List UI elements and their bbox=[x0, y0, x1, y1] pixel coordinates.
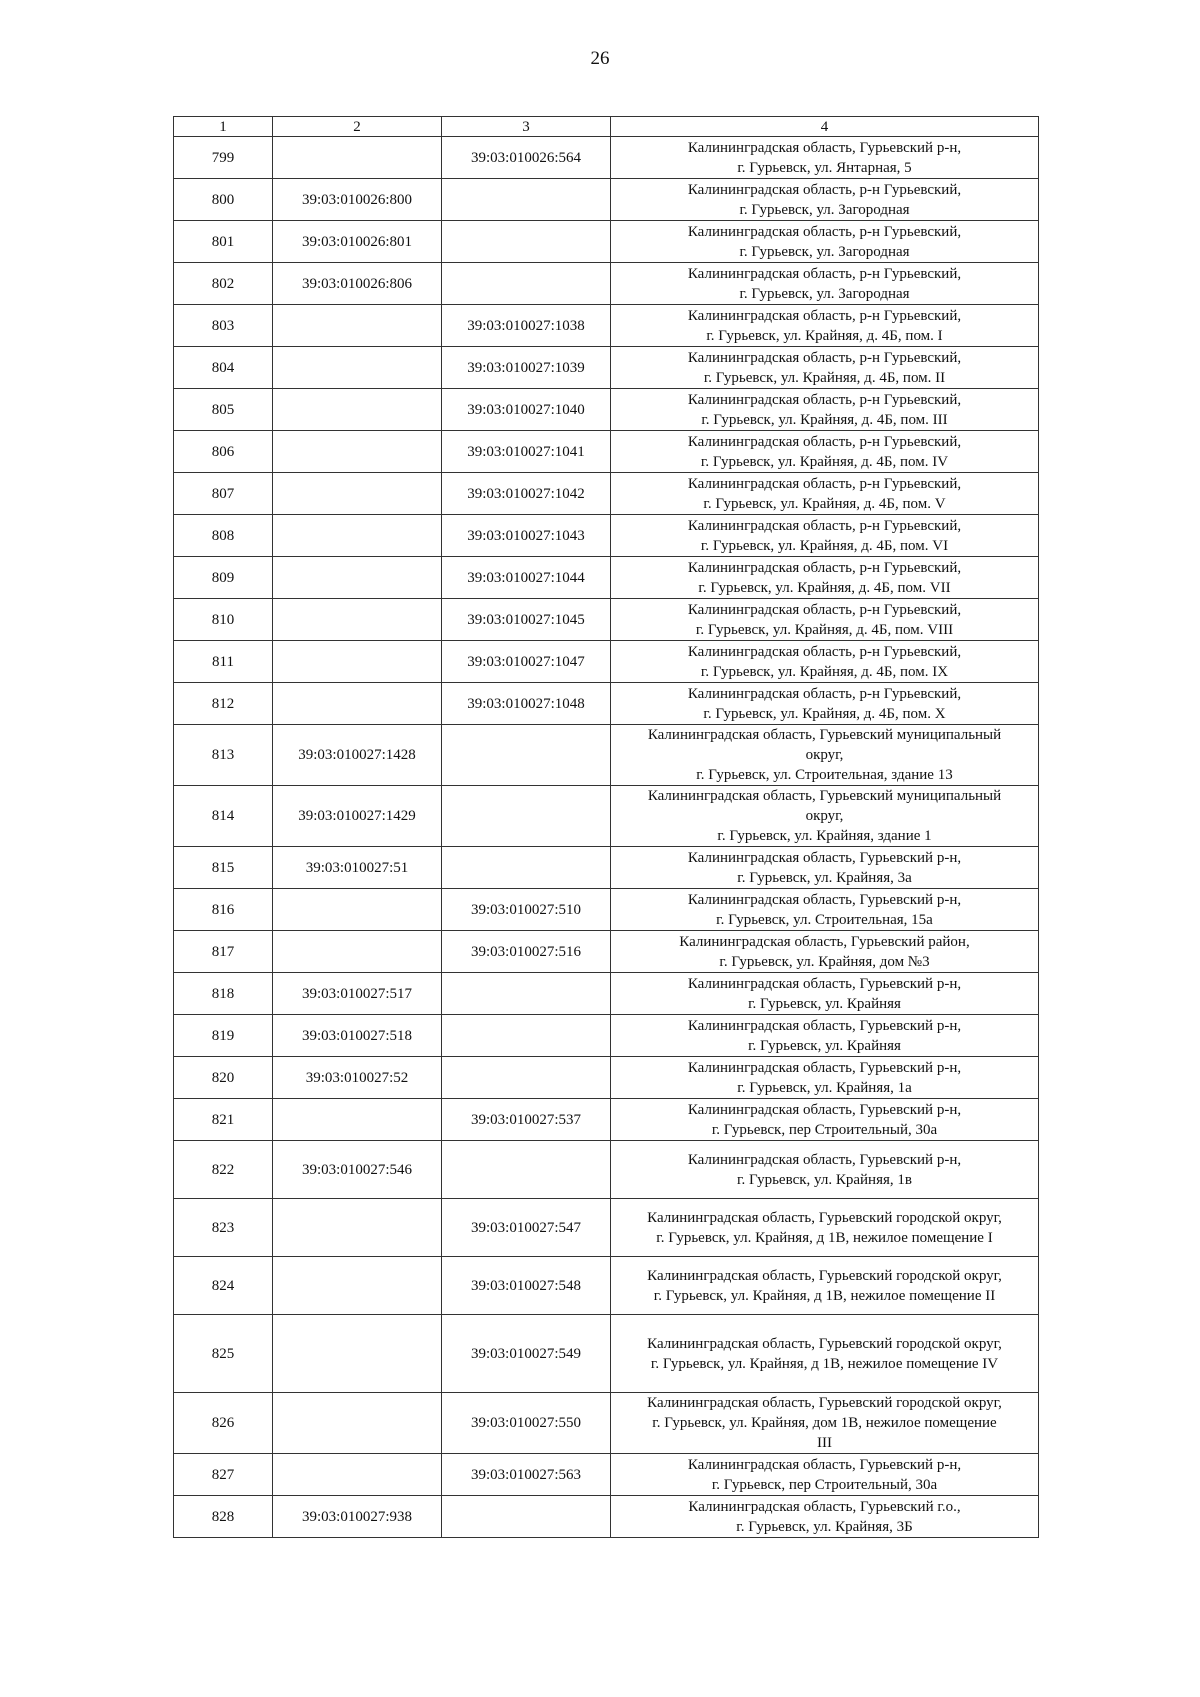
table-row bbox=[174, 1454, 1039, 1496]
registry-table bbox=[173, 116, 1039, 1538]
table-row bbox=[174, 973, 1039, 1015]
table-row bbox=[174, 1057, 1039, 1099]
address-line: г. Гурьевск, ул. Строительная, 15а bbox=[716, 911, 933, 928]
row-number-cell: 828 bbox=[174, 1496, 273, 1538]
cadastral-number-cell-col2: 39:03:010027:517 bbox=[273, 973, 442, 1015]
address-cell bbox=[611, 931, 1039, 973]
table-row bbox=[174, 221, 1039, 263]
address-cell bbox=[611, 599, 1039, 641]
address-line: Калининградская область, р-н Гурьевский, bbox=[687, 559, 962, 576]
cadastral-number-cell-col2: 39:03:010027:546 bbox=[273, 1141, 442, 1199]
row-number-cell: 809 bbox=[174, 557, 273, 599]
table-row bbox=[174, 389, 1039, 431]
address-line: Калининградская область, Гурьевский р-н, bbox=[687, 849, 962, 866]
table-row bbox=[174, 889, 1039, 931]
address-line: г. Гурьевск, ул. Строительная, здание 13 bbox=[696, 767, 953, 783]
cadastral-number-cell-col2 bbox=[273, 347, 442, 389]
address-cell bbox=[611, 1454, 1039, 1496]
row-number-cell: 823 bbox=[174, 1199, 273, 1257]
address-line: Калининградская область, р-н Гурьевский, bbox=[687, 643, 962, 660]
table-row bbox=[174, 1393, 1039, 1454]
table-body bbox=[174, 137, 1039, 1538]
row-number-cell: 815 bbox=[174, 847, 273, 889]
cadastral-number-cell-col3: 39:03:010027:1041 bbox=[442, 431, 611, 473]
cadastral-number-cell-col3 bbox=[442, 786, 611, 847]
address-line: г. Гурьевск, ул. Крайняя, 1а bbox=[737, 1079, 912, 1096]
address-line: г. Гурьевск, ул. Крайняя, здание 1 bbox=[717, 828, 932, 844]
table-row bbox=[174, 1257, 1039, 1315]
address-line: г. Гурьевск, ул. Крайняя, д. 4Б, пом. X bbox=[703, 705, 946, 722]
address-cell bbox=[611, 1315, 1039, 1393]
address-cell bbox=[611, 221, 1039, 263]
address-cell bbox=[611, 515, 1039, 557]
address-cell bbox=[611, 889, 1039, 931]
cadastral-number-cell-col2 bbox=[273, 473, 442, 515]
row-number-cell: 819 bbox=[174, 1015, 273, 1057]
table-row bbox=[174, 1199, 1039, 1257]
table-row bbox=[174, 786, 1039, 847]
table-row bbox=[174, 137, 1039, 179]
address-line: Калининградская область, Гурьевский городской округ, bbox=[647, 1209, 1002, 1226]
address-line: г. Гурьевск, ул. Загородная bbox=[739, 285, 910, 302]
address-cell bbox=[611, 1099, 1039, 1141]
row-number-cell: 820 bbox=[174, 1057, 273, 1099]
cadastral-number-cell-col2 bbox=[273, 889, 442, 931]
address-cell bbox=[611, 1199, 1039, 1257]
row-number-cell: 799 bbox=[174, 137, 273, 179]
cadastral-number-cell-col3: 39:03:010027:1048 bbox=[442, 683, 611, 725]
address-cell bbox=[611, 786, 1039, 847]
cadastral-number-cell-col3: 39:03:010027:537 bbox=[442, 1099, 611, 1141]
address-line: г. Гурьевск, ул. Крайняя, д. 4Б, пом. VIII bbox=[695, 621, 954, 638]
table-row bbox=[174, 847, 1039, 889]
cadastral-number-cell-col2: 39:03:010026:801 bbox=[273, 221, 442, 263]
cadastral-number-cell-col2 bbox=[273, 137, 442, 179]
cadastral-number-cell-col3: 39:03:010027:550 bbox=[442, 1393, 611, 1454]
address-cell bbox=[611, 1393, 1039, 1454]
address-line: г. Гурьевск, ул. Крайняя, 3а bbox=[737, 869, 912, 886]
cadastral-number-cell-col3: 39:03:010027:1040 bbox=[442, 389, 611, 431]
address-cell bbox=[611, 137, 1039, 179]
address-line: Калининградская область, Гурьевский р-н, bbox=[687, 1059, 962, 1076]
header-col-2: 2 bbox=[273, 117, 442, 137]
cadastral-number-cell-col2 bbox=[273, 683, 442, 725]
cadastral-number-cell-col2 bbox=[273, 557, 442, 599]
row-number-cell: 802 bbox=[174, 263, 273, 305]
address-cell bbox=[611, 641, 1039, 683]
cadastral-number-cell-col2 bbox=[273, 389, 442, 431]
address-cell bbox=[611, 1015, 1039, 1057]
cadastral-number-cell-col3: 39:03:010027:547 bbox=[442, 1199, 611, 1257]
row-number-cell: 801 bbox=[174, 221, 273, 263]
cadastral-number-cell-col2: 39:03:010027:518 bbox=[273, 1015, 442, 1057]
table-row bbox=[174, 725, 1039, 786]
address-line: г. Гурьевск, ул. Крайняя, дом 1В, нежилое помещение bbox=[652, 1415, 997, 1431]
cadastral-number-cell-col3: 39:03:010026:564 bbox=[442, 137, 611, 179]
cadastral-number-cell-col3: 39:03:010027:1044 bbox=[442, 557, 611, 599]
address-cell bbox=[611, 389, 1039, 431]
table-row bbox=[174, 431, 1039, 473]
header-col-4: 4 bbox=[611, 117, 1039, 137]
cadastral-number-cell-col2: 39:03:010027:1428 bbox=[273, 725, 442, 786]
cadastral-number-cell-col2: 39:03:010026:800 bbox=[273, 179, 442, 221]
row-number-cell: 810 bbox=[174, 599, 273, 641]
address-line: Калининградская область, Гурьевский р-н, bbox=[687, 891, 962, 908]
cadastral-number-cell-col3 bbox=[442, 1496, 611, 1538]
address-line: г. Гурьевск, ул. Янтарная, 5 bbox=[737, 159, 912, 176]
address-line: Калининградская область, р-н Гурьевский, bbox=[687, 601, 962, 618]
cadastral-number-cell-col3: 39:03:010027:549 bbox=[442, 1315, 611, 1393]
cadastral-number-cell-col3 bbox=[442, 221, 611, 263]
address-line: г. Гурьевск, ул. Крайняя, д. 4Б, пом. IX bbox=[700, 663, 949, 680]
table-row bbox=[174, 599, 1039, 641]
table-row bbox=[174, 1315, 1039, 1393]
address-line: Калининградская область, р-н Гурьевский, bbox=[687, 223, 962, 240]
address-cell bbox=[611, 431, 1039, 473]
address-cell bbox=[611, 305, 1039, 347]
address-line: Калининградская область, р-н Гурьевский, bbox=[687, 307, 962, 324]
cadastral-number-cell-col2 bbox=[273, 1257, 442, 1315]
address-line: г. Гурьевск, ул. Крайняя, д 1В, нежилое помещение II bbox=[653, 1287, 996, 1304]
cadastral-number-cell-col3: 39:03:010027:516 bbox=[442, 931, 611, 973]
cadastral-number-cell-col2 bbox=[273, 1393, 442, 1454]
address-line: Калининградская область, Гурьевский р-н, bbox=[687, 139, 962, 156]
address-line: Калининградская область, Гурьевский р-н, bbox=[687, 975, 962, 992]
table-row bbox=[174, 347, 1039, 389]
address-cell bbox=[611, 725, 1039, 786]
address-cell bbox=[611, 179, 1039, 221]
address-cell bbox=[611, 847, 1039, 889]
cadastral-number-cell-col3: 39:03:010027:548 bbox=[442, 1257, 611, 1315]
cadastral-number-cell-col2 bbox=[273, 641, 442, 683]
table-row bbox=[174, 1141, 1039, 1199]
address-line: Калининградская область, р-н Гурьевский, bbox=[687, 685, 962, 702]
cadastral-number-cell-col2 bbox=[273, 431, 442, 473]
row-number-cell: 813 bbox=[174, 725, 273, 786]
address-line: Калининградская область, Гурьевский р-н, bbox=[687, 1151, 962, 1168]
address-cell bbox=[611, 683, 1039, 725]
table-row bbox=[174, 557, 1039, 599]
address-line: г. Гурьевск, ул. Крайняя, дом №3 bbox=[719, 953, 930, 970]
address-cell bbox=[611, 473, 1039, 515]
row-number-cell: 808 bbox=[174, 515, 273, 557]
address-line: г. Гурьевск, ул. Крайняя, д. 4Б, пом. VI bbox=[700, 537, 949, 554]
row-number-cell: 811 bbox=[174, 641, 273, 683]
row-number-cell: 816 bbox=[174, 889, 273, 931]
address-line: г. Гурьевск, пер Строительный, 30а bbox=[711, 1476, 938, 1493]
row-number-cell: 812 bbox=[174, 683, 273, 725]
cadastral-number-cell-col2 bbox=[273, 931, 442, 973]
cadastral-number-cell-col3 bbox=[442, 263, 611, 305]
address-cell bbox=[611, 973, 1039, 1015]
cadastral-number-cell-col2 bbox=[273, 1454, 442, 1496]
cadastral-number-cell-col2: 39:03:010027:1429 bbox=[273, 786, 442, 847]
address-line: Калининградская область, Гурьевский муниципальный bbox=[647, 727, 1002, 743]
address-line: Калининградская область, Гурьевский р-н, bbox=[687, 1017, 962, 1034]
table-row bbox=[174, 931, 1039, 973]
row-number-cell: 827 bbox=[174, 1454, 273, 1496]
cadastral-number-cell-col3: 39:03:010027:1043 bbox=[442, 515, 611, 557]
address-line: Калининградская область, р-н Гурьевский, bbox=[687, 433, 962, 450]
address-line: Калининградская область, р-н Гурьевский, bbox=[687, 391, 962, 408]
address-line: г. Гурьевск, ул. Крайняя, д. 4Б, пом. II bbox=[703, 369, 946, 386]
row-number-cell: 803 bbox=[174, 305, 273, 347]
address-line: Калининградская область, р-н Гурьевский, bbox=[687, 517, 962, 534]
cadastral-number-cell-col2 bbox=[273, 1099, 442, 1141]
cadastral-number-cell-col3 bbox=[442, 179, 611, 221]
address-line: Калининградская область, Гурьевский р-н, bbox=[687, 1101, 962, 1118]
header-col-1: 1 bbox=[174, 117, 273, 137]
row-number-cell: 804 bbox=[174, 347, 273, 389]
address-cell bbox=[611, 1057, 1039, 1099]
address-line: Калининградская область, Гурьевский муниципальный bbox=[647, 788, 1002, 804]
table-row bbox=[174, 1099, 1039, 1141]
address-cell bbox=[611, 263, 1039, 305]
address-cell bbox=[611, 1141, 1039, 1199]
cadastral-number-cell-col3: 39:03:010027:563 bbox=[442, 1454, 611, 1496]
address-cell bbox=[611, 557, 1039, 599]
row-number-cell: 806 bbox=[174, 431, 273, 473]
cadastral-number-cell-col3: 39:03:010027:1039 bbox=[442, 347, 611, 389]
cadastral-number-cell-col3: 39:03:010027:1038 bbox=[442, 305, 611, 347]
cadastral-number-cell-col2 bbox=[273, 1315, 442, 1393]
address-line: Калининградская область, Гурьевский городской округ, bbox=[647, 1267, 1002, 1284]
row-number-cell: 825 bbox=[174, 1315, 273, 1393]
row-number-cell: 821 bbox=[174, 1099, 273, 1141]
address-line: округ, bbox=[805, 747, 844, 763]
table-row bbox=[174, 473, 1039, 515]
row-number-cell: 817 bbox=[174, 931, 273, 973]
address-line: г. Гурьевск, ул. Крайняя, д. 4Б, пом. V bbox=[703, 495, 946, 512]
table-header bbox=[174, 117, 1039, 137]
cadastral-number-cell-col2 bbox=[273, 1199, 442, 1257]
row-number-cell: 814 bbox=[174, 786, 273, 847]
cadastral-number-cell-col2: 39:03:010027:938 bbox=[273, 1496, 442, 1538]
address-line: Калининградская область, Гурьевский городской округ, bbox=[647, 1335, 1002, 1352]
address-line: Калининградская область, Гурьевский г.о., bbox=[688, 1498, 961, 1515]
cadastral-number-cell-col3 bbox=[442, 1015, 611, 1057]
cadastral-number-cell-col3: 39:03:010027:510 bbox=[442, 889, 611, 931]
table-row bbox=[174, 305, 1039, 347]
address-line: г. Гурьевск, ул. Загородная bbox=[739, 201, 910, 218]
row-number-cell: 807 bbox=[174, 473, 273, 515]
table-row bbox=[174, 1496, 1039, 1538]
address-line: г. Гурьевск, ул. Крайняя, д 1В, нежилое помещение IV bbox=[650, 1355, 999, 1372]
address-line: г. Гурьевск, ул. Крайняя, д. 4Б, пом. IV bbox=[700, 453, 949, 470]
address-line: Калининградская область, р-н Гурьевский, bbox=[687, 475, 962, 492]
header-col-3: 3 bbox=[442, 117, 611, 137]
address-line: г. Гурьевск, ул. Крайняя, 3Б bbox=[736, 1518, 913, 1535]
cadastral-number-cell-col3: 39:03:010027:1042 bbox=[442, 473, 611, 515]
address-cell bbox=[611, 1496, 1039, 1538]
header-row bbox=[174, 117, 1039, 137]
address-line: г. Гурьевск, ул. Крайняя, д. 4Б, пом. VII bbox=[698, 579, 951, 596]
cadastral-number-cell-col3 bbox=[442, 1141, 611, 1199]
table-row bbox=[174, 263, 1039, 305]
address-line: г. Гурьевск, ул. Крайняя bbox=[748, 1037, 901, 1054]
cadastral-number-cell-col2 bbox=[273, 305, 442, 347]
address-line: Калининградская область, Гурьевский район, bbox=[679, 933, 970, 950]
address-line: г. Гурьевск, ул. Крайняя, д 1В, нежилое помещение I bbox=[656, 1229, 993, 1246]
table-row bbox=[174, 515, 1039, 557]
address-line: Калининградская область, р-н Гурьевский, bbox=[687, 181, 962, 198]
cadastral-number-cell-col3 bbox=[442, 847, 611, 889]
address-line: Калининградская область, Гурьевский р-н, bbox=[687, 1456, 962, 1473]
cadastral-number-cell-col2 bbox=[273, 599, 442, 641]
table-row bbox=[174, 1015, 1039, 1057]
address-line: Калининградская область, р-н Гурьевский, bbox=[687, 265, 962, 282]
address-line: г. Гурьевск, ул. Крайняя, 1в bbox=[737, 1171, 912, 1188]
address-line: г. Гурьевск, ул. Крайняя bbox=[748, 995, 901, 1012]
address-cell bbox=[611, 1257, 1039, 1315]
address-line: III bbox=[817, 1435, 832, 1451]
row-number-cell: 800 bbox=[174, 179, 273, 221]
page-number: 26 bbox=[590, 48, 610, 69]
row-number-cell: 826 bbox=[174, 1393, 273, 1454]
cadastral-number-cell-col3: 39:03:010027:1047 bbox=[442, 641, 611, 683]
cadastral-number-cell-col3: 39:03:010027:1045 bbox=[442, 599, 611, 641]
address-line: округ, bbox=[805, 808, 844, 824]
cadastral-number-cell-col3 bbox=[442, 1057, 611, 1099]
table-row bbox=[174, 641, 1039, 683]
cadastral-number-cell-col2: 39:03:010027:52 bbox=[273, 1057, 442, 1099]
address-cell bbox=[611, 347, 1039, 389]
address-line: г. Гурьевск, ул. Крайняя, д. 4Б, пом. I bbox=[706, 327, 943, 344]
address-line: Калининградская область, р-н Гурьевский, bbox=[687, 349, 962, 366]
address-line: г. Гурьевск, ул. Загородная bbox=[739, 243, 910, 260]
cadastral-number-cell-col2: 39:03:010026:806 bbox=[273, 263, 442, 305]
cadastral-number-cell-col2 bbox=[273, 515, 442, 557]
cadastral-number-cell-col2: 39:03:010027:51 bbox=[273, 847, 442, 889]
address-line: г. Гурьевск, ул. Крайняя, д. 4Б, пом. III bbox=[701, 411, 948, 428]
cadastral-number-cell-col3 bbox=[442, 725, 611, 786]
address-line: Калининградская область, Гурьевский городской округ, bbox=[647, 1395, 1002, 1411]
cadastral-number-cell-col3 bbox=[442, 973, 611, 1015]
row-number-cell: 818 bbox=[174, 973, 273, 1015]
table-row bbox=[174, 683, 1039, 725]
row-number-cell: 822 bbox=[174, 1141, 273, 1199]
row-number-cell: 805 bbox=[174, 389, 273, 431]
row-number-cell: 824 bbox=[174, 1257, 273, 1315]
address-line: г. Гурьевск, пер Строительный, 30а bbox=[711, 1121, 938, 1138]
table-row bbox=[174, 179, 1039, 221]
